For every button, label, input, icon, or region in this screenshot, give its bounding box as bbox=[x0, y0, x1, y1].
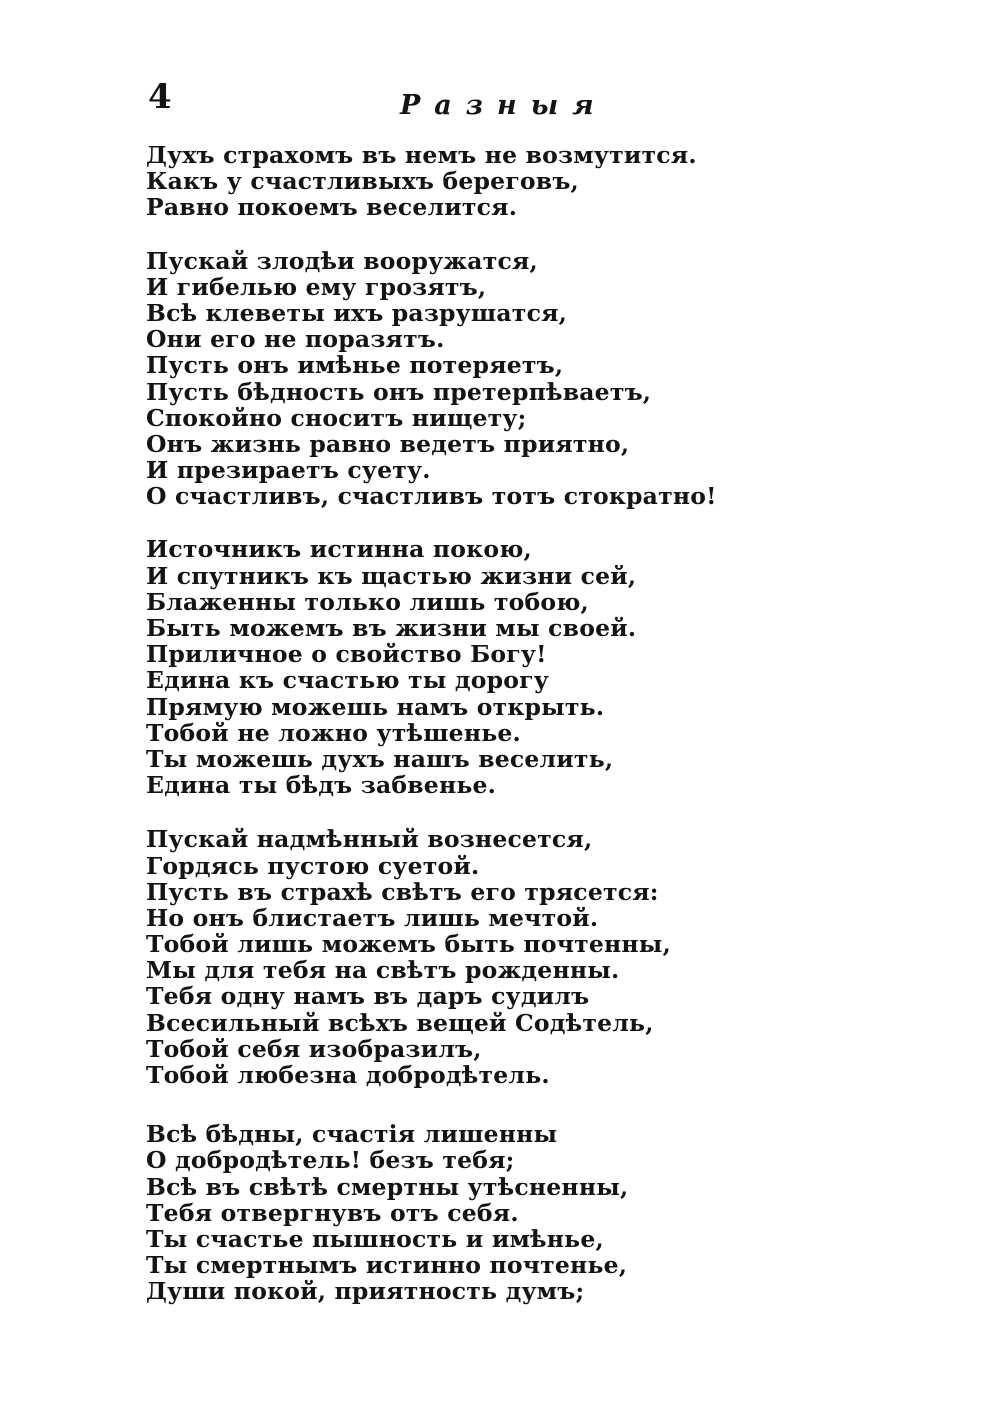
poem-line: Приличное о свойство Богу! bbox=[146, 640, 547, 669]
poem-line: Всѣ въ свѣтѣ смертны утѣсненны, bbox=[146, 1172, 629, 1201]
running-head: Разныя bbox=[400, 90, 608, 121]
poem-line: Тобой не ложно утѣшенье. bbox=[146, 718, 521, 747]
poem-line: Тебя одну намъ въ даръ судилъ bbox=[146, 982, 590, 1011]
poem-line: Спокойно сноситъ нищету; bbox=[146, 403, 527, 432]
stanza-break bbox=[146, 509, 966, 536]
poem-line: Пусть въ страхѣ свѣтъ его трясется: bbox=[146, 877, 659, 906]
poem-line: Они его не поразятъ. bbox=[146, 325, 445, 354]
poem-line: Тобой себя изобразилъ, bbox=[146, 1034, 482, 1063]
poem-line: И гибелью ему грозятъ, bbox=[146, 272, 487, 301]
stanza-3 bbox=[146, 536, 966, 798]
poem-line: Тобой лишь можемъ быть почтенны, bbox=[146, 930, 671, 959]
poem-line: Ты счастье пышность и имѣнье, bbox=[146, 1224, 604, 1253]
page-number: 4 bbox=[148, 77, 172, 117]
poem-line: Мы для тебя на свѣтъ рожденны. bbox=[146, 956, 620, 985]
poem-line: Какъ у счастливыхъ береговъ, bbox=[146, 167, 579, 196]
poem-line: Равно покоемъ веселится. bbox=[146, 193, 518, 222]
stanza-break bbox=[146, 221, 966, 248]
poem-line: Пусть онъ имѣнье потеряетъ, bbox=[146, 351, 564, 380]
poem-line: Тобой любезна добродѣтель. bbox=[146, 1061, 550, 1089]
poem-line: Ты смертнымъ истинно почтенье, bbox=[146, 1251, 628, 1280]
poem-line: Ты можешь духъ нашъ веселить, bbox=[146, 744, 614, 773]
poem-line: Тебя отвергнувъ отъ себя. bbox=[146, 1198, 519, 1227]
poem-line: Пускай злодѣи вооружатся, bbox=[146, 246, 538, 275]
poem-line: Но онъ блистаетъ лишь мечтой. bbox=[146, 903, 599, 932]
stanza-5 bbox=[146, 1121, 966, 1304]
stanza-4 bbox=[146, 826, 966, 1088]
poem-line: Блаженны только лишь тобою, bbox=[146, 587, 589, 616]
poem-body bbox=[146, 142, 966, 1305]
stanza-break bbox=[146, 798, 966, 826]
poem-line: О счастливъ, счастливъ тотъ стократно! bbox=[146, 482, 717, 511]
stanza-1 bbox=[146, 142, 966, 221]
poem-line: Прямую можешь намъ открыть. bbox=[146, 692, 605, 721]
poem-line: Едина къ счастью ты дорогу bbox=[146, 666, 550, 695]
poem-line: Всѣ клеветы ихъ разрушатся, bbox=[146, 298, 568, 327]
poem-line: Пусть бѣдность онъ претерпѣваетъ, bbox=[146, 377, 652, 406]
poem-line: И презираетъ суету. bbox=[146, 456, 431, 485]
stanza-break bbox=[146, 1088, 966, 1121]
poem-line: И спутникъ къ щастью жизни сей, bbox=[146, 561, 637, 590]
stanza-2 bbox=[146, 248, 966, 510]
poem-line: Едина ты бѣдъ забвенье. bbox=[146, 771, 497, 800]
poem-line: Гордясь пустою суетой. bbox=[146, 851, 480, 880]
poem-line: О добродѣтель! безъ тебя; bbox=[146, 1146, 515, 1175]
poem-line: Духъ страхомъ въ немъ не возмутится. bbox=[146, 141, 697, 169]
poem-line: Онъ жизнь равно ведетъ приятно, bbox=[146, 429, 630, 458]
poem-line: Быть можемъ въ жизни мы своей. bbox=[146, 614, 637, 642]
poem-line: Всесильный всѣхъ вещей Содѣтель, bbox=[146, 1008, 654, 1037]
poem-line: Пускай надмѣнный вознесется, bbox=[146, 825, 593, 854]
poem-line: Души покой, приятность думъ; bbox=[146, 1277, 585, 1306]
poem-line: Всѣ бѣдны, счастія лишенны bbox=[146, 1120, 558, 1149]
poem-line: Источникъ истинна покою, bbox=[146, 535, 532, 564]
